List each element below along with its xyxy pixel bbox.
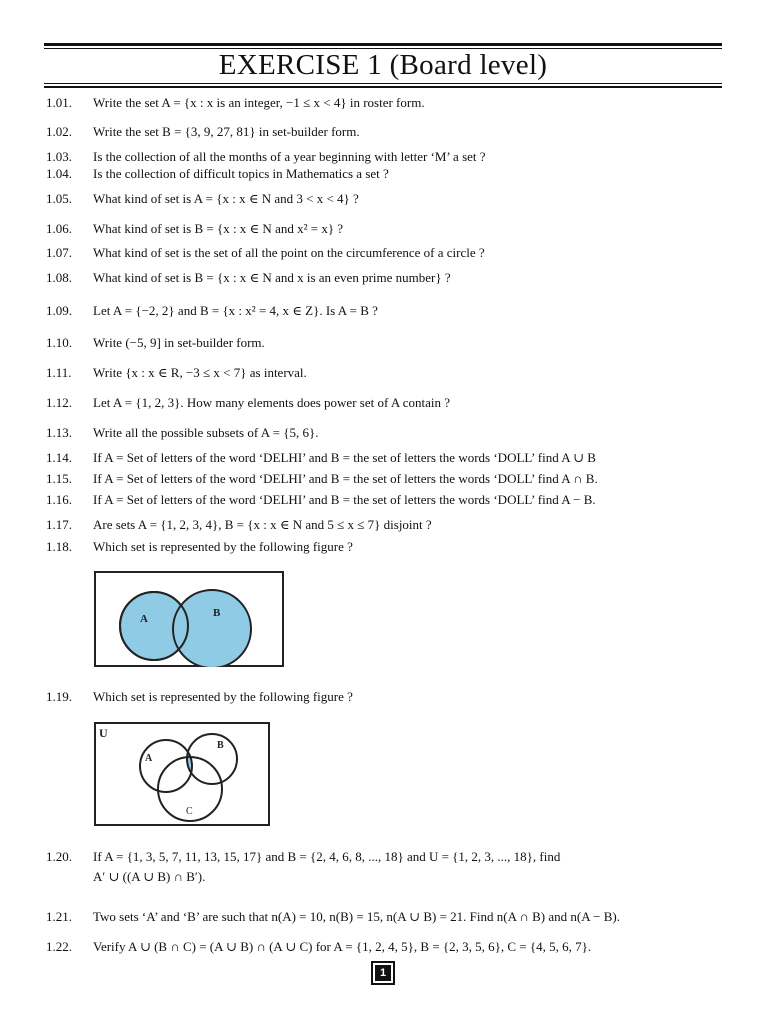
question-number: 1.15. xyxy=(46,471,72,486)
question-text: Let A = {−2, 2} and B = {x : x² = 4, x ∈ Z}. Is A = B ? xyxy=(93,303,378,318)
question-text: Is the collection of difficult topics in Mathematics a set ? xyxy=(93,166,389,181)
question-text: What kind of set is B = {x : x ∈ N and x is an even prime number} ? xyxy=(93,270,451,285)
question-text: Two sets ‘A’ and ‘B’ are such that n(A) = 10, n(B) = 15, n(A ∪ B) = 21. Find n(A ∩ B) and n(A − B). xyxy=(93,909,620,924)
exercise-title: EXERCISE 1 (Board level) xyxy=(218,49,548,81)
question-text: Which set is represented by the following figure ? xyxy=(93,689,353,704)
figure-1-label-a: A xyxy=(140,613,148,625)
question-number: 1.01. xyxy=(46,95,72,110)
set-b-circle xyxy=(173,590,251,667)
question-text: What kind of set is A = {x : x ∈ N and 3 < x < 4} ? xyxy=(93,191,359,206)
question-text: What kind of set is the set of all the point on the circumference of a circle ? xyxy=(93,245,485,260)
question-text: Are sets A = {1, 2, 3, 4}, B = {x : x ∈ N and 5 ≤ x ≤ 7} disjoint ? xyxy=(93,517,432,532)
question-number: 1.03. xyxy=(46,149,72,164)
universal-set-frame xyxy=(95,723,269,825)
figure-2-label-c: C xyxy=(186,806,193,817)
question-number: 1.12. xyxy=(46,395,72,410)
question-number: 1.20. xyxy=(46,849,72,864)
question-text: If A = {1, 3, 5, 7, 11, 13, 15, 17} and B = {2, 4, 6, 8, ..., 18} and U = {1, 2, 3, ..., 18}, find xyxy=(93,849,561,864)
question-number: 1.11. xyxy=(46,365,72,380)
question-text: Write (−5, 9] in set-builder form. xyxy=(93,335,265,350)
question-number: 1.08. xyxy=(46,270,72,285)
question-number: 1.22. xyxy=(46,939,72,954)
page-number: 1 xyxy=(375,965,391,981)
question-text: Is the collection of all the months of a year beginning with letter ‘M’ a set ? xyxy=(93,149,486,164)
question-number: 1.14. xyxy=(46,450,72,465)
question-text-continued: A′ ∪ ((A ∪ B) ∩ B′). xyxy=(93,869,206,884)
question-number: 1.09. xyxy=(46,303,72,318)
question-number: 1.13. xyxy=(46,425,72,440)
question-text: Which set is represented by the following figure ? xyxy=(93,539,353,554)
figure-2-label-b: B xyxy=(217,740,224,751)
page-number-box xyxy=(371,961,395,985)
question-number: 1.21. xyxy=(46,909,72,924)
title-rule-thin xyxy=(44,83,722,84)
question-number: 1.06. xyxy=(46,221,72,236)
figure-2-label-u: U xyxy=(99,726,108,740)
question-number: 1.19. xyxy=(46,689,72,704)
title-rule-thick xyxy=(44,86,722,88)
question-text: What kind of set is B = {x : x ∈ N and x² = x} ? xyxy=(93,221,344,236)
question-number: 1.16. xyxy=(46,492,72,507)
question-text: Write all the possible subsets of A = {5, 6}. xyxy=(93,425,319,440)
question-text: If A = Set of letters of the word ‘DELHI’ and B = the set of letters the words ‘DOLL’ find A − B. xyxy=(93,492,596,507)
question-number: 1.05. xyxy=(46,191,72,206)
question-number: 1.04. xyxy=(46,166,72,181)
question-number: 1.07. xyxy=(46,245,72,260)
question-number: 1.18. xyxy=(46,539,72,554)
venn-figure-1 xyxy=(94,571,284,667)
venn-figure-2 xyxy=(94,722,270,826)
question-text: Write {x : x ∈ R, −3 ≤ x < 7} as interval. xyxy=(93,365,307,380)
question-text: If A = Set of letters of the word ‘DELHI’ and B = the set of letters the words ‘DOLL’ find A ∪ B xyxy=(93,450,596,465)
figure-1-label-b: B xyxy=(213,607,221,619)
top-rule-thick xyxy=(44,43,722,46)
question-text: If A = Set of letters of the word ‘DELHI’ and B = the set of letters the words ‘DOLL’ find A ∩ B. xyxy=(93,471,598,486)
question-number: 1.02. xyxy=(46,124,72,139)
figure-2-label-a: A xyxy=(145,753,153,764)
question-number: 1.10. xyxy=(46,335,72,350)
question-text: Let A = {1, 2, 3}. How many elements does power set of A contain ? xyxy=(93,395,451,410)
question-number: 1.17. xyxy=(46,517,72,532)
question-text: Write the set A = {x : x is an integer, −1 ≤ x < 4} in roster form. xyxy=(93,95,425,110)
question-text: Verify A ∪ (B ∩ C) = (A ∪ B) ∩ (A ∪ C) for A = {1, 2, 4, 5}, B = {2, 3, 5, 6}, C = {4, 5, 6, 7}. xyxy=(93,939,592,954)
question-text: Write the set B = {3, 9, 27, 81} in set-builder form. xyxy=(93,124,360,139)
